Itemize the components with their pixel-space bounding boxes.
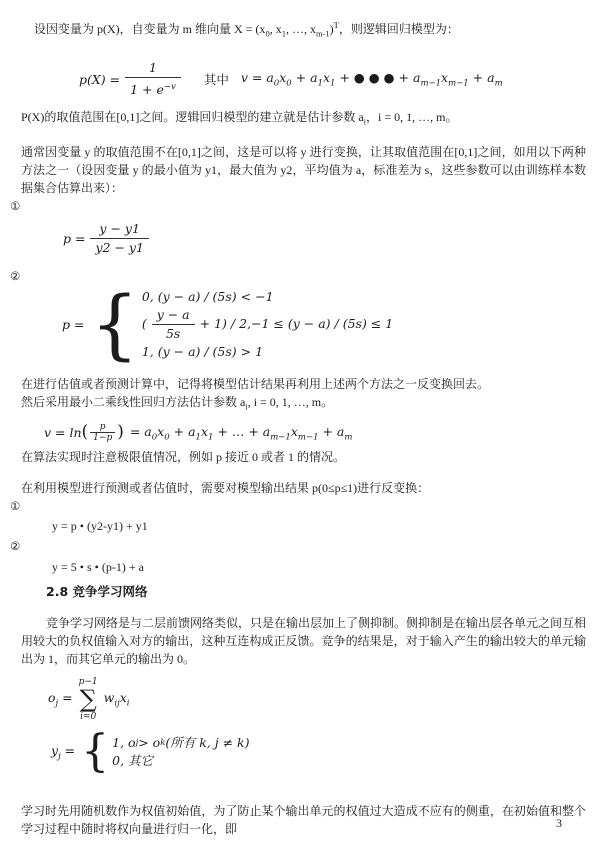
case-row-3: 1, (y − a) / (5s) > 1 (141, 343, 264, 359)
fraction (90, 422, 115, 443)
formula-rhs: = $a_0x_0 + a_1x_1$ + … + $a_{m-1}x_{m-1} + a_m$ (129, 423, 353, 443)
formula-piecewise-scaling (62, 279, 586, 369)
fraction-numerator: 1 (148, 60, 157, 76)
circled-marker-1: ① (10, 198, 21, 213)
case-row-1: 0, (y − a) / (5s) < −1 (141, 288, 274, 304)
formula-logistic-model (79, 59, 586, 99)
formula-lhs: p = (63, 230, 86, 246)
fraction-denominator: y2 − y1 (90, 238, 148, 257)
circled-marker-1b: ① (10, 499, 21, 514)
formula-rhs: $w_{ij}x_i$ (103, 690, 130, 709)
formula-lhs: v = ln (44, 425, 82, 441)
paragraph-logistic-intro: 设因变量为 p(X)，自变量为 m 维向量 $X = (x_0$, $x_1$, …, $x_{m-1})^T$，则逻辑回归模型为： (34, 20, 459, 39)
inverse-equation-2: y = 5 • s • (p-1) + a (52, 560, 144, 575)
fraction (90, 220, 148, 257)
page-number: 3 (556, 816, 562, 830)
formula-minmax-scaling (63, 220, 586, 257)
paragraph-competitive-intro: 竞争学习网络是与二层前馈网络类似，只是在输出层加上了侧抑制。侧抑制是在输出层各单元之间互相用较大的负权值输入对方的输出，这种互连构成正反馈。竞争的结果是，对于输入产生的输出较大的单元输出为 1，而其它单元的输出为 0。 (21, 615, 587, 666)
fraction (152, 306, 195, 343)
case-row-2 (142, 306, 393, 343)
summation (79, 677, 98, 722)
paragraph-inverse-transform: 在利用模型进行预测或者估值时，需要对模型输出结果 p(0≤p≤1)进行反变换： (21, 481, 430, 496)
formula-lhs: p = (62, 316, 85, 332)
paragraph-inverse-note: 在进行估值或者预测计算中，记得将模型估计结果再利用上述两个方法之一反变换回去。 (21, 376, 490, 391)
formula-output-sum (48, 677, 586, 722)
fraction-denominator: $1 + e^{-v}$ (125, 77, 181, 99)
case-row-1: 1, o j > o k (所有 k, j ≠ k) (112, 734, 250, 750)
formula-lhs: $o_j$ = (48, 690, 73, 709)
formula-winner-take-all (51, 725, 586, 777)
paragraph-range-note: P(X)的取值范围在[0,1]之间。逻辑回归模型的建立就是估计参数 $a_i$，i = 0, 1, …, m。 (21, 109, 458, 126)
fraction-numerator: y − y1 (99, 220, 140, 236)
piecewise-cases (142, 288, 393, 361)
paragraph-least-squares: 然后采用最小二乘线性回归方法估计参数 $a_i$, i = 0, 1, …, m。 (21, 394, 334, 412)
paragraph-limit-note: 在算法实现时注意极限值情况，例如 p 接近 0 或者 1 的情况。 (21, 450, 346, 465)
summation-upper-limit: p−1 (78, 676, 98, 687)
circled-marker-2: ② (10, 268, 21, 283)
fraction (125, 59, 181, 99)
case2-open-paren: ( (141, 316, 147, 332)
close-paren: ) (117, 422, 124, 443)
circled-marker-2b: ② (10, 539, 21, 554)
summation-lower-limit: i=0 (80, 711, 97, 722)
paragraph-normalize-weights: 学习时先用随机数作为权值初始值，为了防止某个输出单元的权值过大造成不应有的侧重，在初始值和整个学习过程中随时将权向量进行归一化，即 (21, 803, 586, 836)
open-paren: ( (81, 422, 89, 443)
formula-rhs: $v = a_0x_0 + a_1x_1$ + ● ● ● + $a_{m-1}x_{m-1} + a_m$ (240, 70, 503, 89)
piecewise-cases (112, 734, 249, 770)
sigma-symbol: ∑ (79, 684, 97, 713)
formula-lhs: $y_j$ = (51, 742, 76, 762)
case2-tail: + 1) / 2,−1 ≤ (y − a) / (5s) ≤ 1 (199, 316, 394, 332)
paragraph-transform-methods: 通常因变量 y 的取值范围不在[0,1]之间，这是可以将 y 进行变换，让其取值范围在[0,1]之间，如用以下两种方法之一（设因变量 y 的最小值为 y1，最大值为 y2，平均值为 a，标准差为 s，这些参数可以由训练样本数据集合估算出来）： (21, 144, 586, 195)
fraction-numerator: p (99, 422, 106, 433)
formula-connective: 其中 (203, 72, 229, 88)
fraction-denominator: 5s (152, 324, 195, 343)
left-brace: { (90, 279, 139, 369)
formula-logit (44, 422, 586, 443)
case-row-2: 0, 其它 (112, 752, 154, 768)
left-brace: { (81, 725, 110, 777)
inverse-equation-1: y = p • (y2-y1) + y1 (52, 519, 148, 534)
section-heading: 2.8 竞争学习网络 (46, 584, 148, 600)
fraction-denominator: 1−p (90, 432, 115, 443)
formula-lhs: p(X) = (79, 71, 121, 87)
fraction-numerator: y − a (156, 306, 190, 322)
